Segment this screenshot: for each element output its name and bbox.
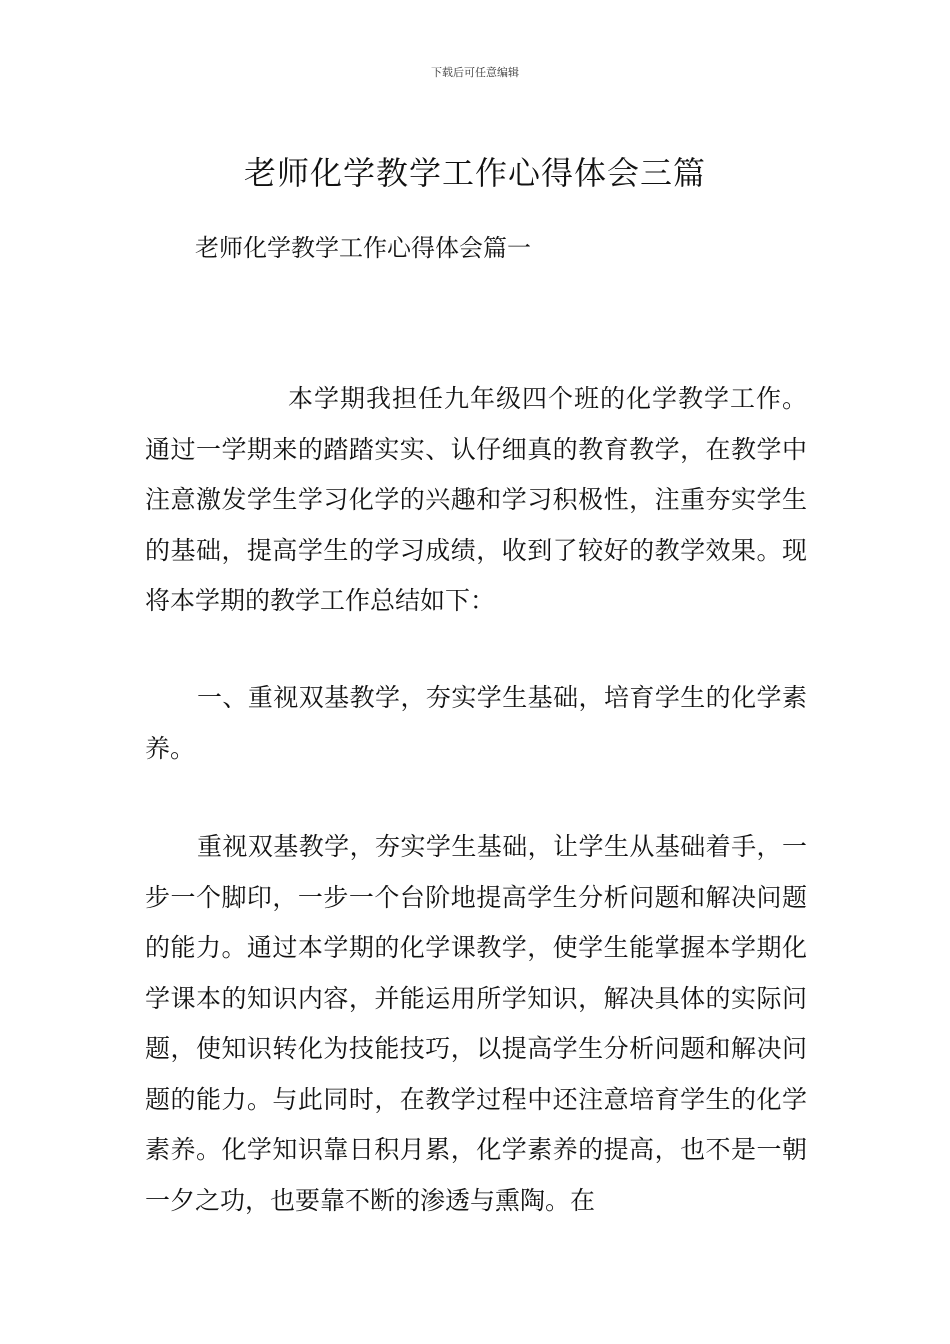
point-one-body-paragraph: 重视双基教学，夯实学生基础，让学生从基础着手，一步一个脚印，一步一个台阶地提高学生分析问题和解决问题的能力。通过本学期的化学课教学，使学生能掌握本学期化学课本的知识内容，并能运用所学知识，解决具体的实际问题，使知识转化为技能技巧，以提高学生分析问题和解决问题的能力。与此同时，在教学过程中还注意培育学生的化学素养。化学知识靠日积月累，化学素养的提高，也不是一朝一夕之功，也要靠不断的渗透与熏陶。在 xyxy=(145,832,807,1215)
section-heading: 老师化学教学工作心得体会篇一 xyxy=(195,234,531,262)
intro-paragraph: 本学期我担任九年级四个班的化学教学工作。通过一学期来的踏踏实实、认仔细真的教育教学，在教学中注意激发学生学习化学的兴趣和学习积极性，注重夯实学生的基础，提高学生的学习成绩，收到了较好的教学效果。现将本学期的教学工作总结如下： xyxy=(145,384,807,615)
document-title: 老师化学教学工作心得体会三篇 xyxy=(243,154,706,193)
point-one-heading-paragraph: 一、重视双基教学，夯实学生基础，培育学生的化学素养。 xyxy=(145,683,807,763)
page-header-note: 下载后可任意编辑 xyxy=(431,66,519,79)
